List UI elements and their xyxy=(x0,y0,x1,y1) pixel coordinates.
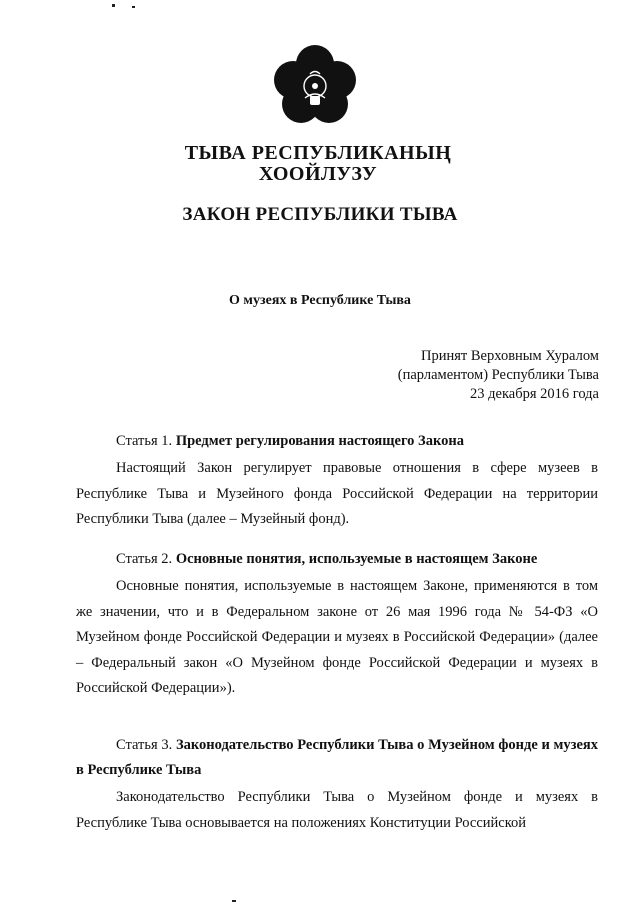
tuva-emblem-icon xyxy=(272,44,358,126)
header-line-1: ТЫВА РЕСПУБЛИКАНЫҢ xyxy=(184,142,452,164)
scan-mark xyxy=(232,900,236,902)
article-title: Основные понятия, используемые в настоящем Законе xyxy=(175,551,538,567)
article-2-text: Основные понятия, используемые в настоящем Законе, применяются в том же значении, что и в Федеральном законе от 26 мая 1996 года № 54-ФЗ «О Музейном фонде Российской Федерации и музеях в Российской Федерации» (далее – Федеральный закон «О Музейном фонде Российской Федерации и музеях в Российской Федерации»). xyxy=(76,578,598,697)
adoption-block xyxy=(398,347,599,404)
article-number: Статья 2. xyxy=(116,551,173,567)
scan-mark xyxy=(132,6,135,8)
article-2-heading xyxy=(116,547,537,571)
adoption-line-1: Принят Верховным Хуралом xyxy=(421,348,599,364)
article-number: Статья 1. xyxy=(116,433,173,449)
article-1-heading xyxy=(116,429,464,453)
article-3-heading xyxy=(76,733,598,783)
law-title: О музеях в Республике Тыва xyxy=(229,293,411,308)
scan-mark xyxy=(112,4,115,7)
header-law-of-republic: ЗАКОН РЕСПУБЛИКИ ТЫВА xyxy=(182,204,458,225)
article-1-text: Настоящий Закон регулирует правовые отношения в сфере музеев в Республике Тыва и Музейного фонда Российской Федерации на территории Республики Тыва (далее – Музейный фонд). xyxy=(76,460,598,528)
article-title: Законодательство Республики Тыва о Музейном фонде и музеях в Республике Тыва xyxy=(76,737,598,778)
article-title: Предмет регулирования настоящего Закона xyxy=(175,433,464,449)
adoption-line-2: (парламентом) Республики Тыва xyxy=(397,367,599,383)
header-line-2: ХООЙЛУЗУ xyxy=(258,163,378,185)
adoption-date: 23 декабря 2016 года xyxy=(470,386,599,402)
article-3-text: Законодательство Республики Тыва о Музейном фонде и музеях в Республике Тыва основывается на положениях Конституции Российской xyxy=(76,789,598,831)
article-number: Статья 3. xyxy=(116,737,173,753)
